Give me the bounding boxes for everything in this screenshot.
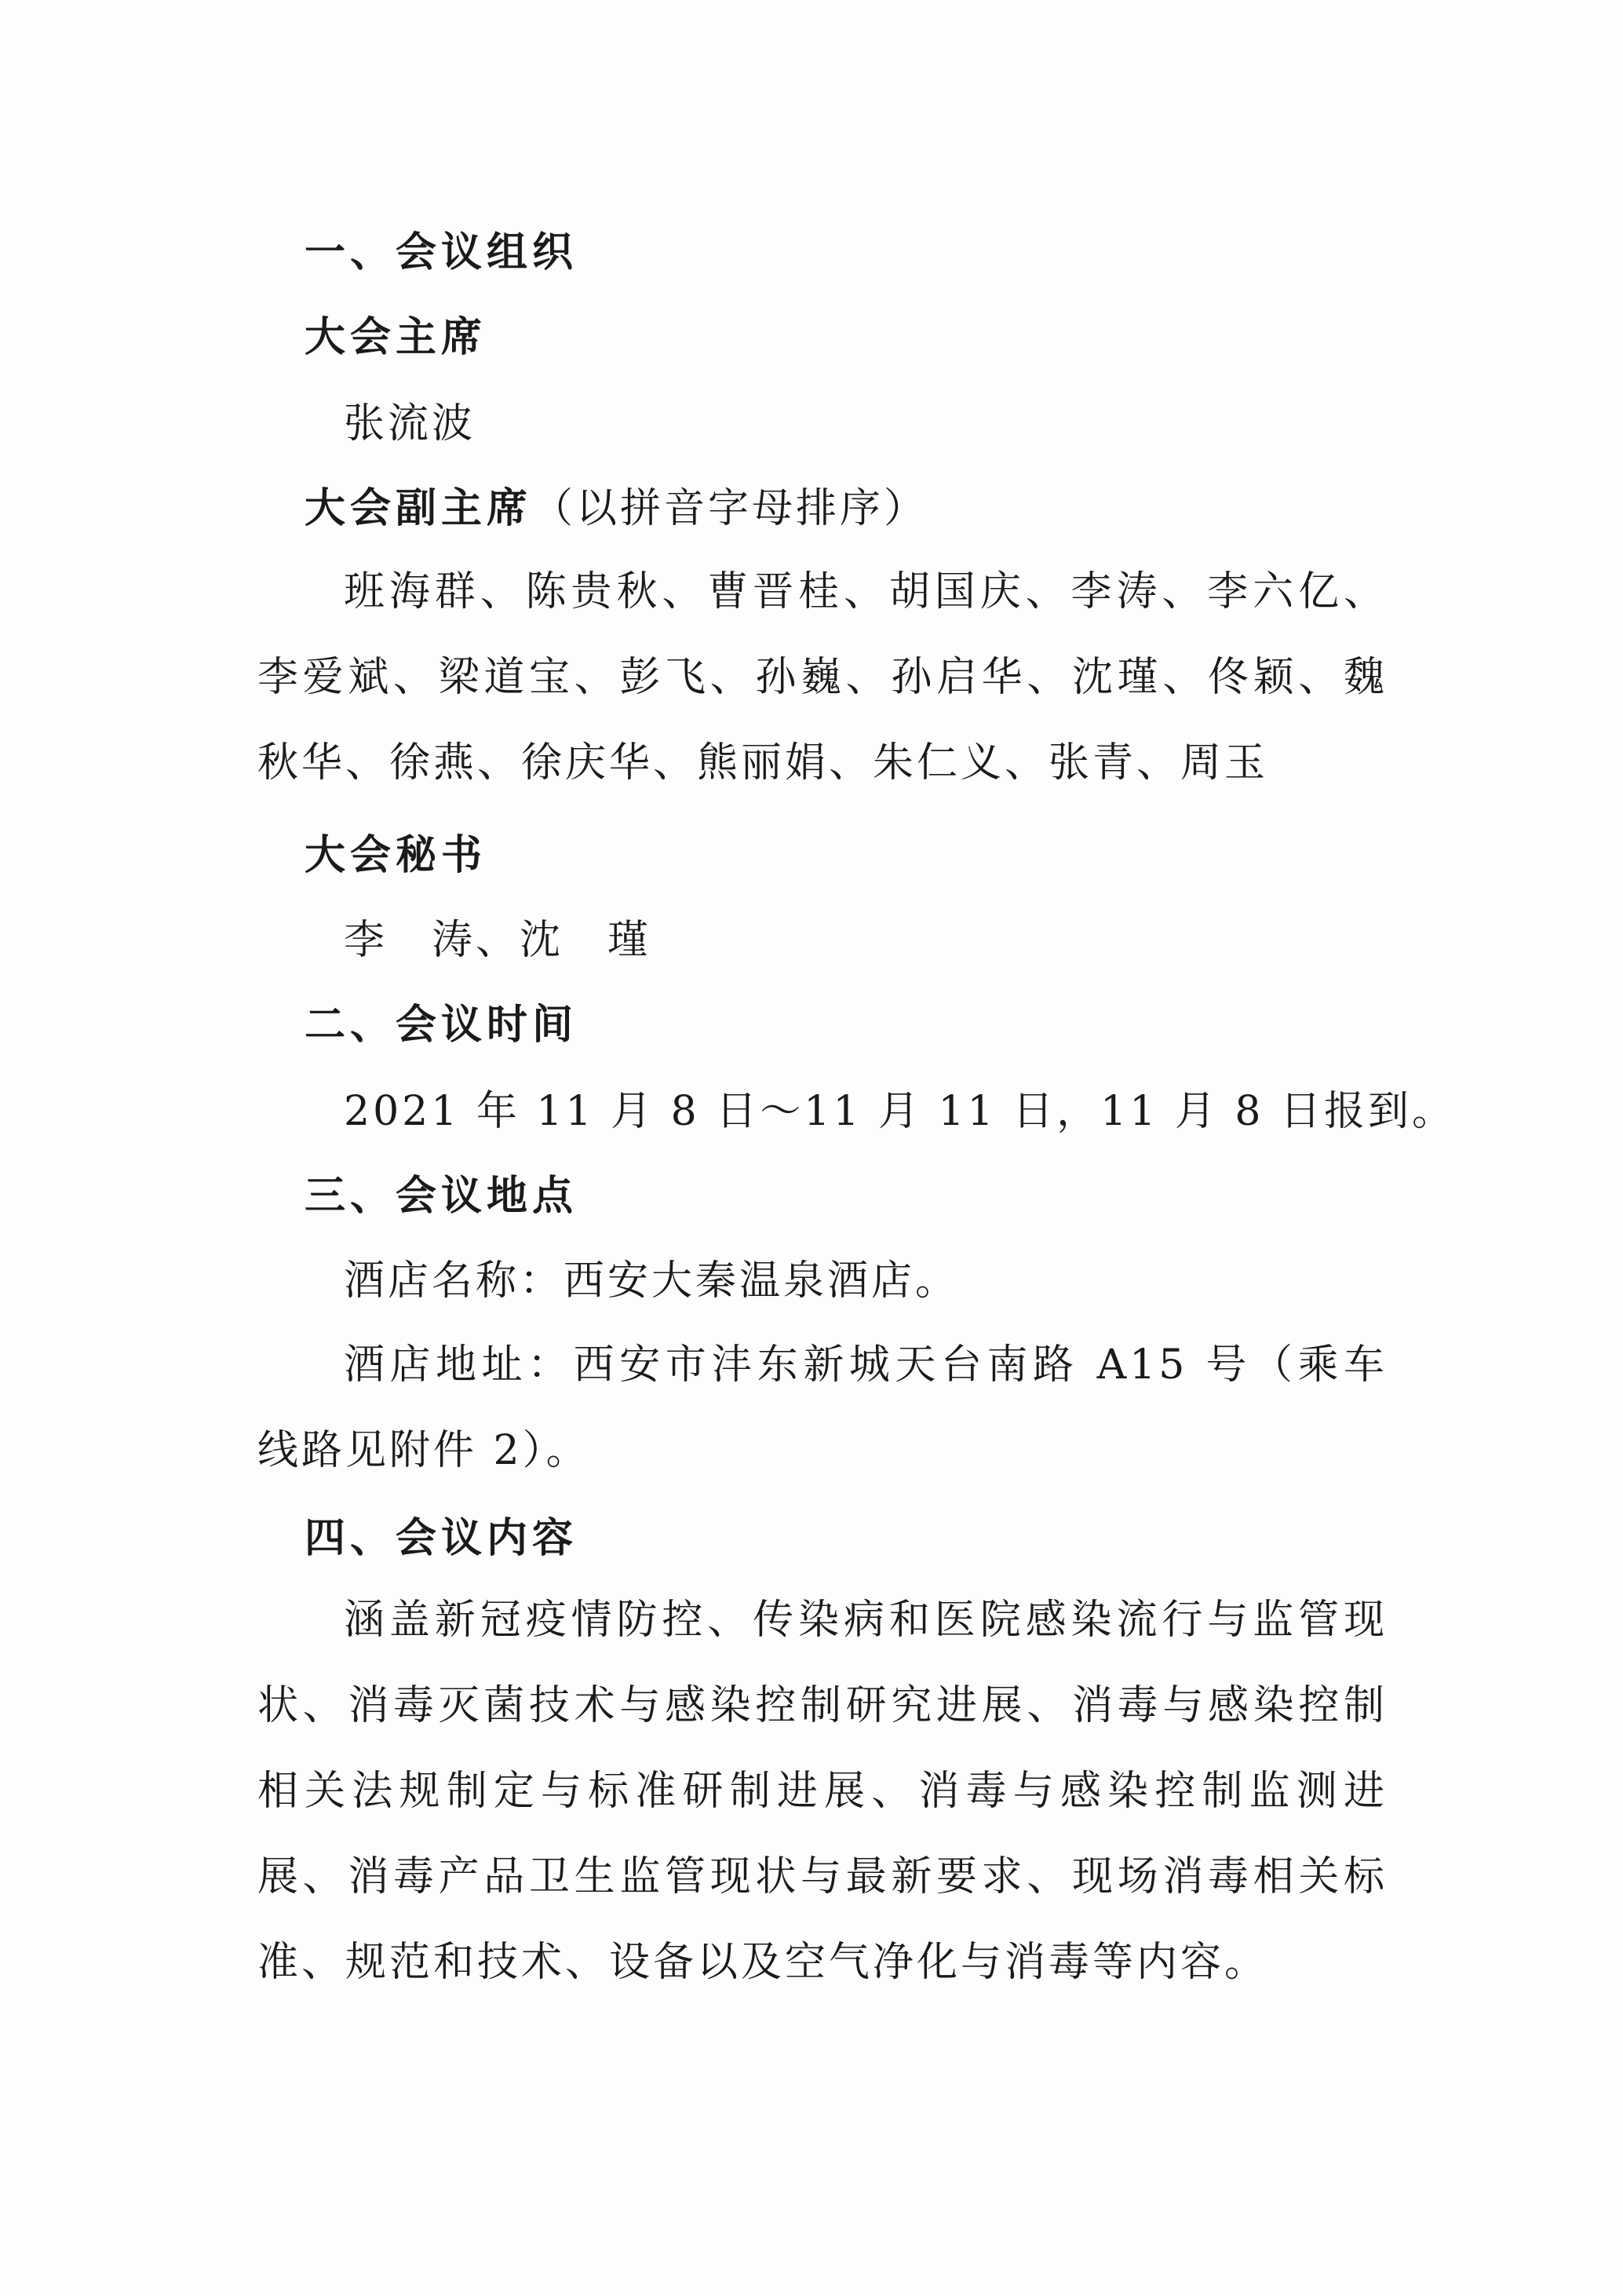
chair-name: 张流波 bbox=[344, 400, 476, 447]
chair-heading: 大会主席 bbox=[305, 314, 487, 361]
section-heading-time: 二、会议时间 bbox=[305, 1002, 578, 1049]
secretary-names: 李 涛、沈 瑾 bbox=[344, 917, 652, 964]
meeting-time-text: 2021 年 11 月 8 日～11 月 11 日，11 月 8 日报到。 bbox=[344, 1088, 1456, 1135]
section-heading-content: 四、会议内容 bbox=[305, 1515, 578, 1562]
section-heading-organization: 一、会议组织 bbox=[305, 229, 578, 276]
hotel-address-text: 酒店地址：西安市沣东新城天台南路 A15 号（乘车线路见附件 2）。 bbox=[257, 1341, 1388, 1474]
hotel-name-text: 酒店名称：西安大秦温泉酒店。 bbox=[344, 1258, 960, 1305]
meeting-content-text: 涵盖新冠疫情防控、传染病和医院感染流行与监管现状、消毒灭菌技术与感染控制研究进展、消毒与感染控制相关法规制定与标准研制进展、消毒与感染控制监测进展、消毒产品卫生监管现状与最新要求、现场消毒相关标准、规范和技术、设备以及空气净化与消毒等内容。 bbox=[257, 1597, 1388, 1986]
section-heading-venue: 三、会议地点 bbox=[305, 1173, 578, 1220]
vice-chair-names: 班海群、陈贵秋、曹晋桂、胡国庆、李涛、李六亿、李爱斌、梁道宝、彭飞、孙巍、孙启华、沈瑾、佟颖、魏秋华、徐燕、徐庆华、熊丽娟、朱仁义、张青、周玉 bbox=[257, 568, 1388, 787]
vice-chair-heading-line bbox=[305, 485, 928, 532]
vice-chair-heading: 大会副主席 bbox=[305, 485, 533, 532]
secretary-heading: 大会秘书 bbox=[305, 832, 487, 879]
vice-chair-sort-note: （以拼音字母排序） bbox=[532, 485, 928, 532]
